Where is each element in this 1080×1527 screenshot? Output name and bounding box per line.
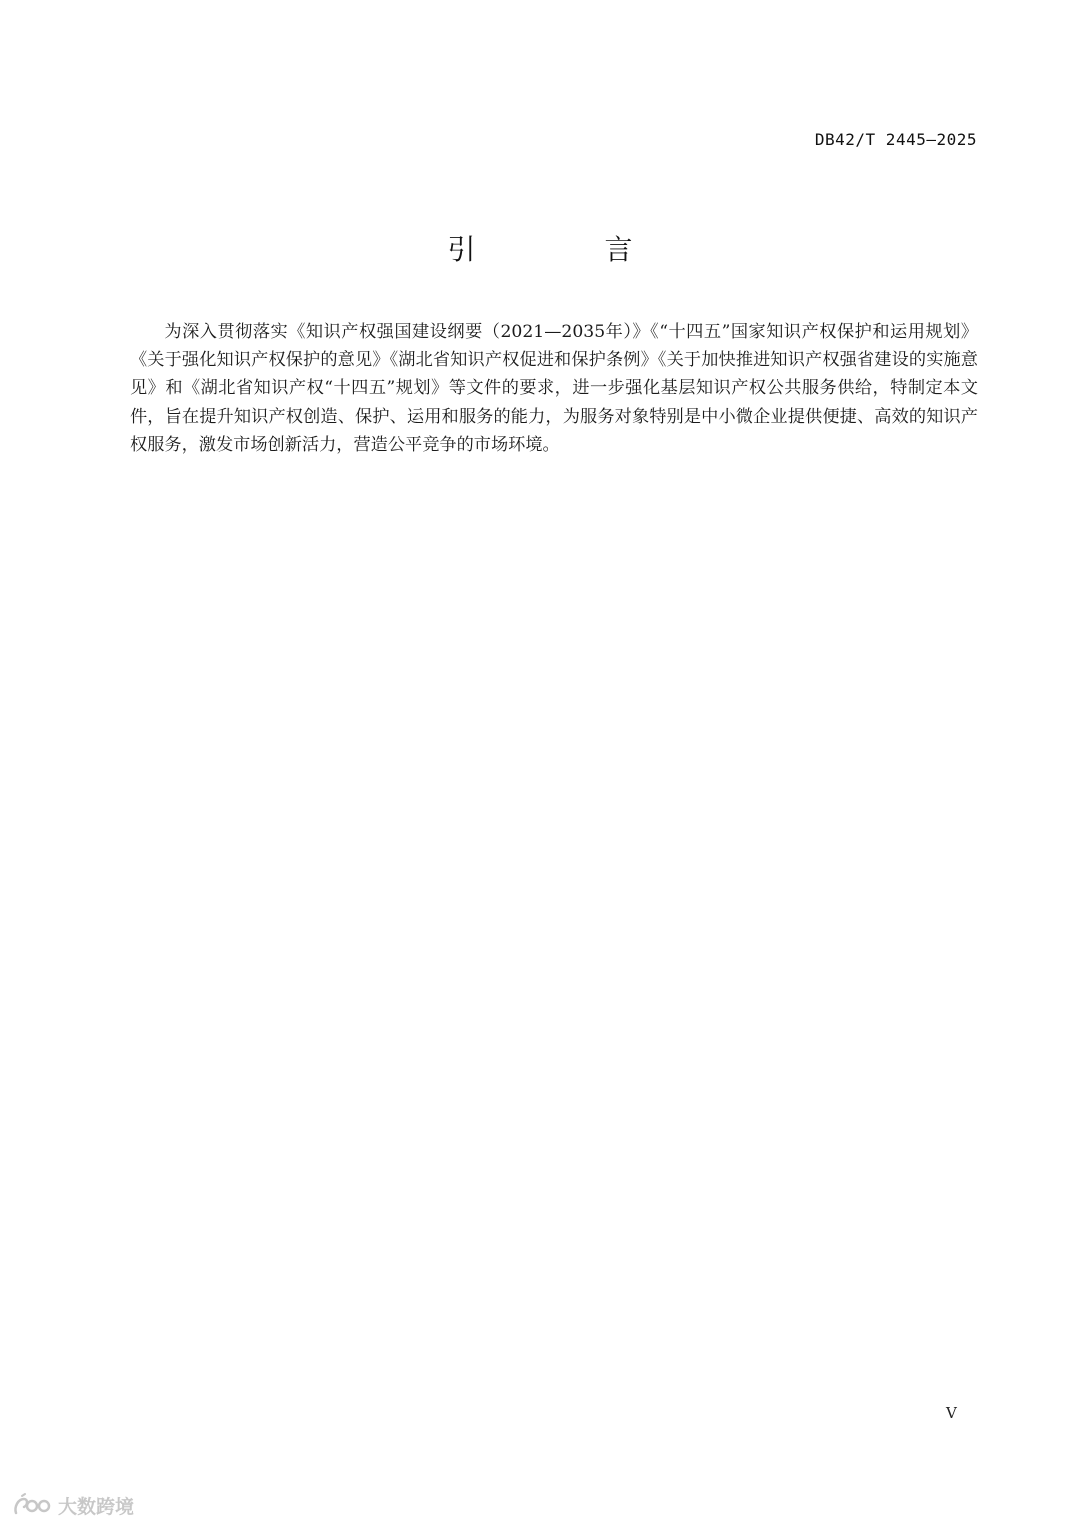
watermark-text: 大数跨境 [58,1496,135,1518]
introduction-paragraph: 为深入贯彻落实《知识产权强国建设纲要（2021—2035年）》《“十四五”国家知识产权保护和运用规划》《关于强化知识产权保护的意见》《湖北省知识产权促进和保护条例》《关于加快推进知识产权强省建设的实施意见》和《湖北省知识产权“十四五”规划》等文件的要求，进一步强化基层知识产权公共服务供给，特制定本文件，旨在提升知识产权创造、保护、运用和服务的能力，为服务对象特别是中小微企业提供便捷、高效的知识产权服务，激发市场创新活力，营造公平竞争的市场环境。 [130,322,978,455]
brand-logo-icon [12,1493,54,1519]
document-code: DB42/T 2445—2025 [814,130,977,149]
watermark [12,1492,134,1519]
page-title: 引 言 [447,233,693,266]
page-number: V [946,1404,957,1422]
